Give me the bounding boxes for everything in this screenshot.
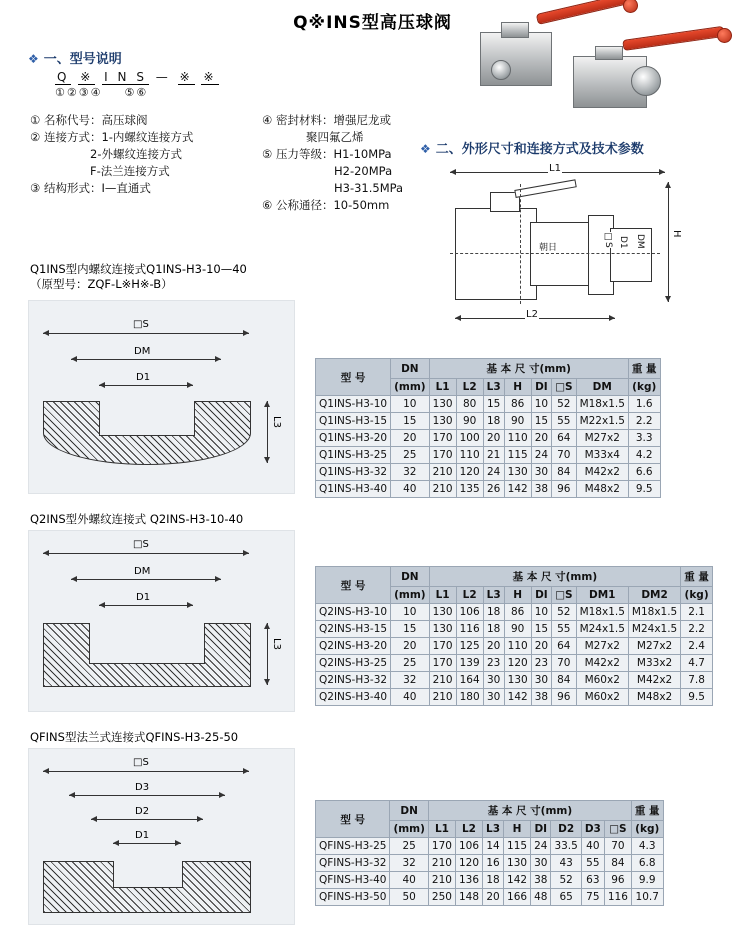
table-row: QFINS-H3-32 32 210 120 16 130 30 43 55 84 6.8 bbox=[316, 855, 664, 872]
tech-body-mid bbox=[530, 222, 592, 286]
d1-label-L3: L3 bbox=[271, 416, 282, 428]
dim-L2-arrow-left bbox=[455, 315, 461, 321]
d1-dim-DM-line bbox=[71, 359, 221, 360]
valve-port-right bbox=[631, 66, 661, 96]
d2-dim-D1-arrow-l bbox=[99, 602, 105, 608]
d2-label-S: □S bbox=[133, 539, 149, 550]
table1-th-basic: 基 本 尺 寸(mm) bbox=[429, 359, 628, 379]
table-row: Q1INS-H3-40 40 210 135 26 142 38 96 M48x2 9.5 bbox=[316, 481, 661, 498]
d2-dim-D1-line bbox=[99, 605, 193, 606]
d1-dim-D1-arrow-r bbox=[187, 382, 193, 388]
dim-DM-label: DM bbox=[635, 234, 645, 249]
valve-stem-right bbox=[595, 46, 623, 60]
dim-L2-arrow-right bbox=[609, 315, 615, 321]
d1-dim-S-line bbox=[43, 333, 249, 334]
d2-label-D1: D1 bbox=[136, 592, 151, 603]
table3-th-D3: D3 bbox=[581, 821, 604, 838]
d3-dim-D1-arrow-r bbox=[175, 840, 181, 846]
d2-dim-L3-line bbox=[267, 623, 268, 685]
table-q2ins bbox=[315, 566, 713, 706]
diamond-icon-2: ❖ bbox=[420, 142, 431, 156]
d1-dim-DM-arrow-l bbox=[71, 356, 77, 362]
table-row: Q2INS-H3-10 10 130 106 18 86 10 52 M18x1.5 M18x1.5 2.1 bbox=[316, 604, 713, 621]
dim-D1-label: D1 bbox=[618, 236, 628, 249]
drawing2-panel bbox=[28, 530, 295, 712]
table2-th-weight: 重 量 bbox=[681, 567, 713, 587]
table1-th-DI: DI bbox=[531, 379, 551, 396]
d3-dim-D1-arrow-l bbox=[113, 840, 119, 846]
dim-S-label: □S bbox=[603, 232, 613, 248]
table-row: Q1INS-H3-20 20 170 100 20 110 20 64 M27x2 3.3 bbox=[316, 430, 661, 447]
table2-th-L1: L1 bbox=[429, 587, 456, 604]
table1-th-L2: L2 bbox=[456, 379, 483, 396]
table1-th-weight-unit: (kg) bbox=[628, 379, 660, 396]
table3-th-model: 型 号 bbox=[316, 801, 390, 838]
d3-label-D1: D1 bbox=[135, 830, 150, 841]
tech-mark-label: 朝日 bbox=[538, 240, 558, 253]
dim-H-line bbox=[668, 182, 669, 302]
model-code-block bbox=[55, 70, 219, 99]
dim-L2-label: L2 bbox=[526, 309, 538, 320]
d1-label-S: □S bbox=[133, 319, 149, 330]
d2-label-DM: DM bbox=[134, 566, 151, 577]
tech-handle bbox=[514, 179, 576, 198]
table2-th-dn-unit: (mm) bbox=[391, 587, 429, 604]
d3-dim-D3-arrow-r bbox=[219, 792, 225, 798]
table3-th-L2: L2 bbox=[455, 821, 482, 838]
valve-handle-knob-left bbox=[623, 0, 638, 13]
table2-th-model: 型 号 bbox=[316, 567, 391, 604]
table-row: Q1INS-H3-32 32 210 120 24 130 30 84 M42x2 6.6 bbox=[316, 464, 661, 481]
d2-dim-DM-line bbox=[71, 579, 221, 580]
d2-dim-S-arrow-l bbox=[43, 550, 49, 556]
d3-dim-D1-line bbox=[113, 843, 181, 844]
dim-L1-label: L1 bbox=[549, 163, 561, 174]
product-photo bbox=[455, 4, 740, 124]
table2-th-H: H bbox=[504, 587, 531, 604]
table1-head-row-1 bbox=[316, 359, 661, 379]
table1-th-dn-unit: (mm) bbox=[391, 379, 429, 396]
technical-drawing bbox=[420, 160, 740, 340]
drawing3-panel bbox=[28, 748, 295, 925]
table-row: QFINS-H3-50 50 250 148 20 166 48 65 75 116 10.7 bbox=[316, 889, 664, 906]
d1-dim-L3-arrow-u bbox=[264, 401, 270, 407]
table-qfins bbox=[315, 800, 664, 906]
valve-body-left bbox=[480, 32, 552, 86]
d2-dim-L3-arrow-d bbox=[264, 679, 270, 685]
d3-label-D2: D2 bbox=[135, 806, 150, 817]
section-header-1: ❖ 一、型号说明 bbox=[28, 52, 122, 67]
legend-left: ① 名称代号：高压球阀 ② 连接方式：1-内螺纹连接方式 2-外螺纹连接方式 F-法兰连接方式 ③ 结构形式：I—直通式 bbox=[30, 113, 194, 195]
valve-handle-left bbox=[536, 0, 628, 25]
table2-th-basic: 基 本 尺 寸(mm) bbox=[429, 567, 681, 587]
table-row: Q2INS-H3-15 15 130 116 18 90 15 55 M24x1.5 M24x1.5 2.2 bbox=[316, 621, 713, 638]
d3-dim-D3-line bbox=[69, 795, 225, 796]
table2-th-DM1: DM1 bbox=[576, 587, 628, 604]
tech-centerline-h bbox=[450, 253, 660, 254]
table3-th-L3: L3 bbox=[483, 821, 504, 838]
d2-dim-DM-arrow-l bbox=[71, 576, 77, 582]
table1-th-DM: DM bbox=[576, 379, 628, 396]
table3-th-dn-unit: (mm) bbox=[390, 821, 428, 838]
valve-handle-right bbox=[622, 26, 725, 51]
d1-bore bbox=[99, 401, 195, 436]
table2-th-DI: DI bbox=[531, 587, 551, 604]
d2-dim-L3-arrow-u bbox=[264, 623, 270, 629]
d1-dim-DM-arrow-r bbox=[215, 356, 221, 362]
valve-port-left bbox=[491, 60, 511, 80]
model-code-line: Q ※ I N S — ※ ※ bbox=[57, 70, 217, 84]
drawing1-caption: Q1INS型内螺纹连接式Q1INS-H3-10—40 （原型号：ZQF-L※H※-B） bbox=[30, 262, 247, 291]
d3-dim-S-line bbox=[43, 771, 249, 772]
diamond-icon: ❖ bbox=[28, 52, 39, 66]
d3-label-D3: D3 bbox=[135, 782, 150, 793]
d3-bore bbox=[113, 861, 183, 888]
table1-th-H: H bbox=[504, 379, 531, 396]
table3-th-H: H bbox=[504, 821, 531, 838]
d2-dim-S-line bbox=[43, 553, 249, 554]
dim-L1-arrow-left bbox=[450, 169, 456, 175]
table3-th-S: □S bbox=[604, 821, 631, 838]
table2-th-weight-unit: (kg) bbox=[681, 587, 713, 604]
table1-th-model: 型 号 bbox=[316, 359, 391, 396]
table2-head-row-1 bbox=[316, 567, 713, 587]
drawing1-panel bbox=[28, 300, 295, 494]
table2-th-S: □S bbox=[552, 587, 576, 604]
table-row: Q2INS-H3-25 25 170 139 23 120 23 70 M42x2 M33x2 4.7 bbox=[316, 655, 713, 672]
table-row: QFINS-H3-25 25 170 106 14 115 24 33.5 40 70 4.3 bbox=[316, 838, 664, 855]
table1-th-S: □S bbox=[552, 379, 576, 396]
model-code-numbers: ①②③④ ⑤⑥ bbox=[55, 86, 149, 99]
table-row: Q2INS-H3-40 40 210 180 30 142 38 96 M60x2 M48x2 9.5 bbox=[316, 689, 713, 706]
table3-th-weight: 重 量 bbox=[631, 801, 663, 821]
d1-dim-L3-line bbox=[267, 401, 268, 463]
page-title: Q※INS型高压球阀 bbox=[293, 13, 452, 33]
dim-L1-arrow-right bbox=[659, 169, 665, 175]
table1-th-L3: L3 bbox=[483, 379, 504, 396]
table2-th-DM2: DM2 bbox=[628, 587, 680, 604]
d3-dim-D2-arrow-l bbox=[91, 816, 97, 822]
d3-dim-S-arrow-l bbox=[43, 768, 49, 774]
d2-bore bbox=[89, 623, 205, 664]
d2-dim-DM-arrow-r bbox=[215, 576, 221, 582]
valve-handle-knob-right bbox=[717, 28, 732, 43]
table3-th-D2: D2 bbox=[551, 821, 581, 838]
table-row: Q2INS-H3-32 32 210 164 30 130 30 84 M60x2 M42x2 7.8 bbox=[316, 672, 713, 689]
dim-H-label: H bbox=[671, 230, 682, 238]
d3-dim-D2-line bbox=[91, 819, 203, 820]
tech-centerline-v bbox=[520, 184, 521, 304]
d1-dim-S-arrow-l bbox=[43, 330, 49, 336]
table-row: Q1INS-H3-10 10 130 80 15 86 10 52 M18x1.5 1.6 bbox=[316, 396, 661, 413]
table3-th-dn: DN bbox=[390, 801, 428, 821]
table-row: Q2INS-H3-20 20 170 125 20 110 20 64 M27x2 M27x2 2.4 bbox=[316, 638, 713, 655]
section-header-2: ❖ 二、外形尺寸和连接方式及技术参数 bbox=[420, 142, 644, 157]
d2-label-L3: L3 bbox=[271, 638, 282, 650]
dim-H-arrow-up bbox=[665, 182, 671, 188]
table-row: Q1INS-H3-15 15 130 90 18 90 15 55 M22x1.5 2.2 bbox=[316, 413, 661, 430]
table3-th-weight-unit: (kg) bbox=[631, 821, 663, 838]
d2-dim-D1-arrow-r bbox=[187, 602, 193, 608]
table2-th-L2: L2 bbox=[456, 587, 483, 604]
table2-th-L3: L3 bbox=[483, 587, 504, 604]
table3-th-DI: DI bbox=[531, 821, 551, 838]
d3-dim-S-arrow-r bbox=[243, 768, 249, 774]
tech-body-left bbox=[455, 208, 537, 300]
drawing3-caption: QFINS型法兰式连接式QFINS-H3-25-50 bbox=[30, 730, 239, 744]
d1-label-D1: D1 bbox=[136, 372, 151, 383]
d1-dim-S-arrow-r bbox=[243, 330, 249, 336]
table2-th-dn: DN bbox=[391, 567, 429, 587]
table3-th-L1: L1 bbox=[428, 821, 455, 838]
valve-stem-left bbox=[501, 22, 529, 38]
d1-dim-D1-line bbox=[99, 385, 193, 386]
d3-dim-D2-arrow-r bbox=[197, 816, 203, 822]
d3-dim-D3-arrow-l bbox=[69, 792, 75, 798]
table1-th-dn: DN bbox=[391, 359, 429, 379]
table3-th-basic: 基 本 尺 寸(mm) bbox=[428, 801, 631, 821]
d1-dim-L3-arrow-d bbox=[264, 457, 270, 463]
d3-label-S: □S bbox=[133, 757, 149, 768]
table-row: QFINS-H3-40 40 210 136 18 142 38 52 63 96 9.9 bbox=[316, 872, 664, 889]
table-row: Q1INS-H3-25 25 170 110 21 115 24 70 M33x4 4.2 bbox=[316, 447, 661, 464]
table3-head-row-1 bbox=[316, 801, 664, 821]
d1-label-DM: DM bbox=[134, 346, 151, 357]
legend-right: ④ 密封材料：增强尼龙或 聚四氟乙烯 ⑤ 压力等级：H1-10MPa H2-20MPa H3-31.5MPa ⑥ 公称通径：10-50mm bbox=[262, 113, 404, 212]
table1-th-weight: 重 量 bbox=[628, 359, 660, 379]
d1-dim-D1-arrow-l bbox=[99, 382, 105, 388]
table-q1ins bbox=[315, 358, 661, 498]
table1-th-L1: L1 bbox=[429, 379, 456, 396]
d2-dim-S-arrow-r bbox=[243, 550, 249, 556]
dim-H-arrow-down bbox=[665, 296, 671, 302]
drawing2-caption: Q2INS型外螺纹连接式 Q2INS-H3-10-40 bbox=[30, 512, 244, 526]
